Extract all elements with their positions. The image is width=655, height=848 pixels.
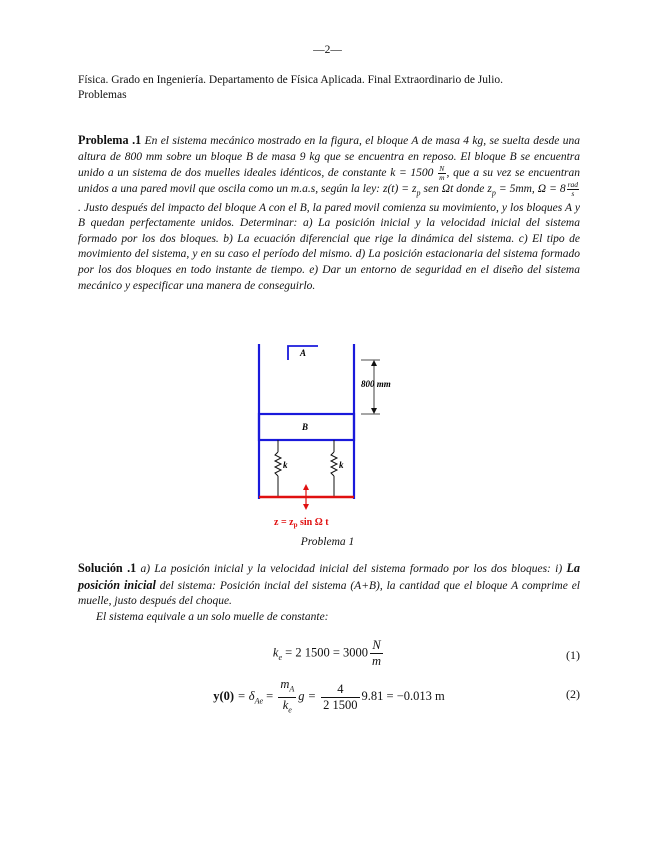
figure-caption: Problema 1 <box>300 536 355 548</box>
eq2-tail: 9.81 = −0.013 m <box>361 688 445 703</box>
eq2-mid: = δ <box>234 688 255 703</box>
eq2-lhs: y(0) <box>213 688 235 703</box>
dim-arrow-up <box>371 360 377 366</box>
solution-text-b: del sistema: Posición incial del sistema (A+B), la cantidad que el bloque A comprime el muelle, justo después del choque. <box>78 579 580 608</box>
block-a-label: A <box>300 348 307 358</box>
document-header <box>78 73 578 103</box>
solution-text-a: a) La posición inicial y la velocidad inicial del sistema formado por los dos bloques: i) <box>136 563 567 575</box>
equation-2-body <box>78 677 580 717</box>
rad-num: rad <box>567 180 578 190</box>
solution-text <box>78 561 580 625</box>
solution-label: Solución .1 <box>78 561 137 575</box>
eq1-frac-den: m <box>372 654 382 668</box>
wall-label-prefix: z = z <box>274 517 294 528</box>
eq2-fraction-2 <box>321 682 359 713</box>
problem-text-c: sen Ωt donde z <box>420 182 492 195</box>
eq2-f1-den <box>278 698 296 718</box>
problem-text-a: En el sistema mecánico mostrado en la figura, el bloque A de masa 4 kg, se suelta desde una altura de 800 mm sobre un bloque B de masa 9 kg que se encuentra en reposo. El bloque B se encuentra unido a un sistema de dos muelles ideales idénticos, de constante k = 1500 <box>78 135 581 179</box>
equation-2-tag: (2) <box>566 687 580 701</box>
eq1-lhs-sub: e <box>278 652 283 662</box>
header-line-2: Problemas <box>78 89 127 101</box>
oscillation-arrow-down <box>303 504 309 510</box>
eq2-fraction-1 <box>278 677 296 717</box>
spring-left <box>275 440 281 496</box>
eq2-f1-den-text: k <box>282 697 289 712</box>
sub-p2: p <box>491 188 496 198</box>
eq2-f1-num-text: m <box>280 677 290 691</box>
eq1-rhs: = 2 1500 = 3000 <box>282 645 369 660</box>
equation-2 <box>78 677 580 717</box>
eq2-f1-den-sub: e <box>288 705 292 714</box>
eq1-lhs: k <box>272 645 279 660</box>
header-line-1: Física. Grado en Ingeniería. Departamento de Física Aplicada. Final Extraordinario de Julio. <box>78 74 504 86</box>
problem-text-d: = 5mm, Ω = 8 <box>495 182 566 195</box>
spring-right <box>331 440 337 496</box>
problem-text <box>78 135 580 292</box>
height-label: 800 mm <box>361 379 391 389</box>
eq1-fraction <box>370 638 383 669</box>
unit-fraction <box>438 165 445 181</box>
eq2-f2-num: 4 <box>321 682 359 698</box>
wall-label-sub: p <box>293 521 298 529</box>
spring-left-label: k <box>283 460 288 470</box>
equation-1 <box>78 638 580 678</box>
problem-label: Problema .1 <box>78 133 142 147</box>
solution-para-1 <box>78 561 580 610</box>
eq1-frac-num: N <box>370 638 383 654</box>
eq2-f1-num <box>278 677 296 698</box>
eq2-mid-sub: Ae <box>254 696 263 706</box>
mechanical-system-figure <box>248 340 418 532</box>
problem-statement <box>78 133 580 294</box>
unit-den: m <box>439 172 445 182</box>
wall-label-suffix: sin Ω t <box>297 517 329 528</box>
solution-emph: La posición inicial <box>78 561 580 592</box>
solution-para-2: El sistema equivale a un solo muelle de constante: <box>96 610 329 623</box>
page-number: —2— <box>313 44 342 56</box>
eq2-f1-num-sub: A <box>289 684 295 694</box>
unit-num: N <box>439 164 445 174</box>
eq2-f2-den: 2 1500 <box>323 697 358 712</box>
sub-p1: p <box>416 188 421 198</box>
wall-law-label <box>274 517 329 529</box>
oscillation-arrow-up <box>303 484 309 490</box>
rad-den: s <box>571 188 575 198</box>
problem-text-b: , que a su vez se encuentran unidos a una pared movil que oscila como un m.a.s, según la ley: z(t) = z <box>78 166 581 195</box>
eq2-equals: = <box>263 688 277 703</box>
problem-text-e: . Justo después del impacto del bloque A con el B, la pared movil comienza su movimiento, y los bloques A y B quedan perfectamente unidos. Determinar: a) La posición inicial y la velocidad inicial del sistema formado por los dos bloques. b) La ecuación diferencial que rige la dinámica del sistema. c) El tipo de movimiento del sistema, y en su caso el período del mismo. d) La posición estacionaria del sistema formado por los dos bloques en todo instante de tiempo. e) Dar un entorno de seguridad en el diseño del sistema mecánico y especificar una manera de conseguirlo. <box>78 201 580 292</box>
equation-1-tag: (1) <box>566 648 580 662</box>
spring-right-label: k <box>339 460 344 470</box>
block-b-label: B <box>302 422 309 432</box>
rad-fraction <box>567 181 579 197</box>
dim-arrow-down <box>371 408 377 414</box>
eq2-after-f1: g = <box>298 688 320 703</box>
equation-1-body <box>78 638 580 669</box>
